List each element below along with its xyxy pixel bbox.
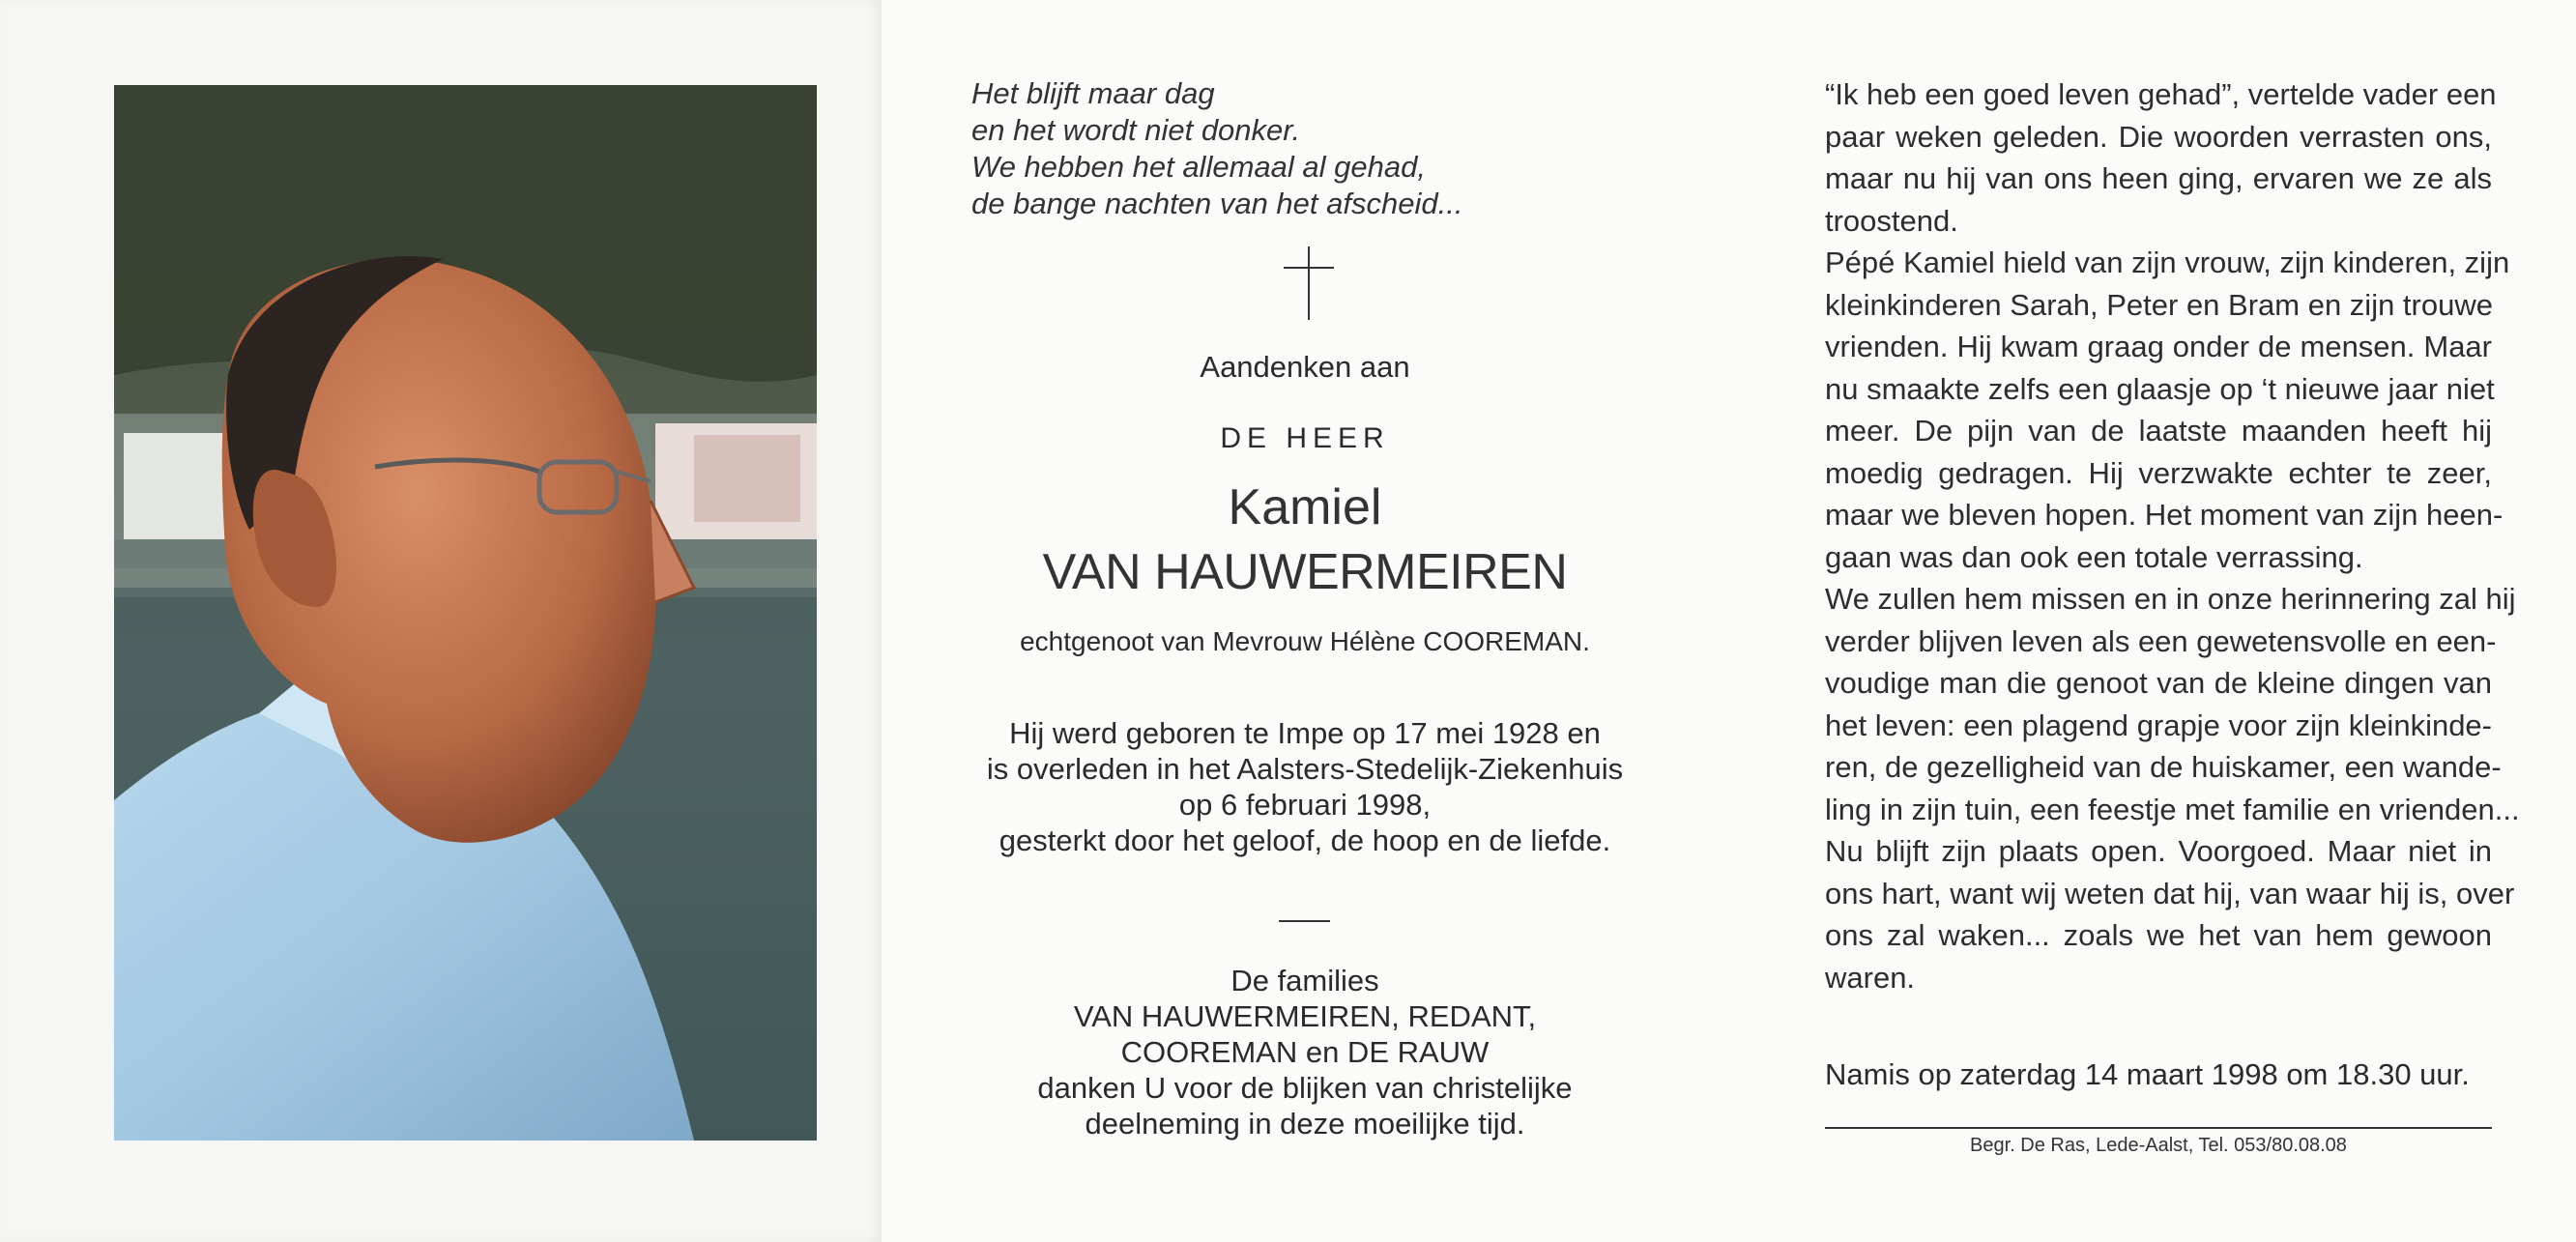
latin-cross-icon: [1284, 246, 1334, 320]
story-line: maar we bleven hopen. Het moment van zijn heen-: [1825, 498, 2504, 532]
families-line: VAN HAUWERMEIREN, REDANT,: [1073, 999, 1537, 1033]
poem-line: We hebben het allemaal al gehad,: [971, 150, 1426, 184]
remembrance-heading: Aandenken aan: [1200, 350, 1410, 384]
memorial-poem: [971, 75, 1648, 222]
life-story: [1825, 73, 2520, 998]
story-line: het leven: een plagend grapje voor zijn kleinkinde-: [1825, 708, 2492, 742]
families-line: deelneming in deze moeilijke tijd.: [1085, 1107, 1525, 1141]
story-line: troostend.: [1825, 203, 1958, 238]
story-line: nu smaakte zelfs een glaasje op ‘t nieuwe jaar niet: [1825, 371, 2495, 406]
deceased-first-name: Kamiel: [1228, 479, 1382, 535]
story-line: Nu blijft zijn plaats open. Voorgoed. Maar niet in: [1825, 834, 2492, 868]
story-line: ren, de gezelligheid van de huiskamer, een wande-: [1825, 750, 2502, 784]
bio-line: op 6 februari 1998,: [1178, 788, 1432, 822]
story-line: ons zal waken... zoals we het van hem gewoon: [1825, 918, 2492, 952]
honorific-title: DE HEER: [1220, 422, 1390, 454]
story-line: moedig gedragen. Hij verzwakte echter te zeer,: [1825, 455, 2492, 490]
story-line: vrienden. Hij kwam graag onder de mensen. Maar: [1825, 330, 2492, 363]
story-line: ling in zijn tuin, een feestje met familie en vrienden...: [1825, 792, 2520, 826]
story-line: maar nu hij van ons heen ging, ervaren we ze als: [1825, 161, 2492, 195]
portrait-photo: [114, 85, 817, 1141]
poem-line: en het wordt niet donker.: [971, 113, 1301, 147]
bio-line: is overleden in het Aalsters-Stedelijk-Ziekenhuis: [986, 752, 1624, 786]
story-line: Pépé Kamiel hield van zijn vrouw, zijn kinderen, zijn: [1825, 246, 2510, 279]
families-line: danken U voor de blijken van christelijke: [1037, 1071, 1573, 1105]
service-announcement: Namis op zaterdag 14 maart 1998 om 18.30 uur.: [1825, 1057, 2470, 1091]
printer-credit: Begr. De Ras, Lede-Aalst, Tel. 053/80.08.08: [1970, 1135, 2347, 1156]
story-line: We zullen hem missen en in onze herinnering zal hij: [1825, 582, 2516, 616]
poem-line: de bange nachten van het afscheid...: [971, 187, 1463, 220]
photo-panel: [0, 0, 882, 1242]
spouse-line: echtgenoot van Mevrouw Hélène COOREMAN.: [1020, 626, 1590, 656]
story-line: paar weken geleden. Die woorden verrasten ons,: [1825, 119, 2492, 154]
footer-rule: [1825, 1127, 2492, 1129]
biography: [928, 715, 1682, 858]
families-line: COOREMAN en DE RAUW: [1120, 1035, 1490, 1069]
story-line: meer. De pijn van de laatste maanden heeft hij: [1825, 414, 2492, 448]
story-line: gaan was dan ook een totale verrassing.: [1825, 539, 2363, 574]
story-line: ons hart, want wij weten dat hij, van waar hij is, over: [1825, 876, 2515, 910]
bio-line: Hij werd geboren te Impe op 17 mei 1928 en: [1009, 716, 1601, 750]
story-line: waren.: [1825, 960, 1916, 995]
families-thanks: [928, 963, 1682, 1141]
story-line: verder blijven leven als een gewetensvolle en een-: [1825, 623, 2497, 658]
story-line: “Ik heb een goed leven gehad”, vertelde vader een: [1825, 77, 2497, 111]
bio-line: gesterkt door het geloof, de hoop en de liefde.: [999, 823, 1611, 857]
separator-dash: [1279, 920, 1330, 922]
families-line: De families: [1230, 964, 1379, 997]
story-line: voudige man die genoot van de kleine dingen van: [1825, 666, 2492, 700]
deceased-surname: VAN HAUWERMEIREN: [1042, 544, 1568, 600]
poem-line: Het blijft maar dag: [971, 76, 1215, 110]
story-line: kleinkinderen Sarah, Peter en Bram en zijn trouwe: [1825, 287, 2493, 322]
